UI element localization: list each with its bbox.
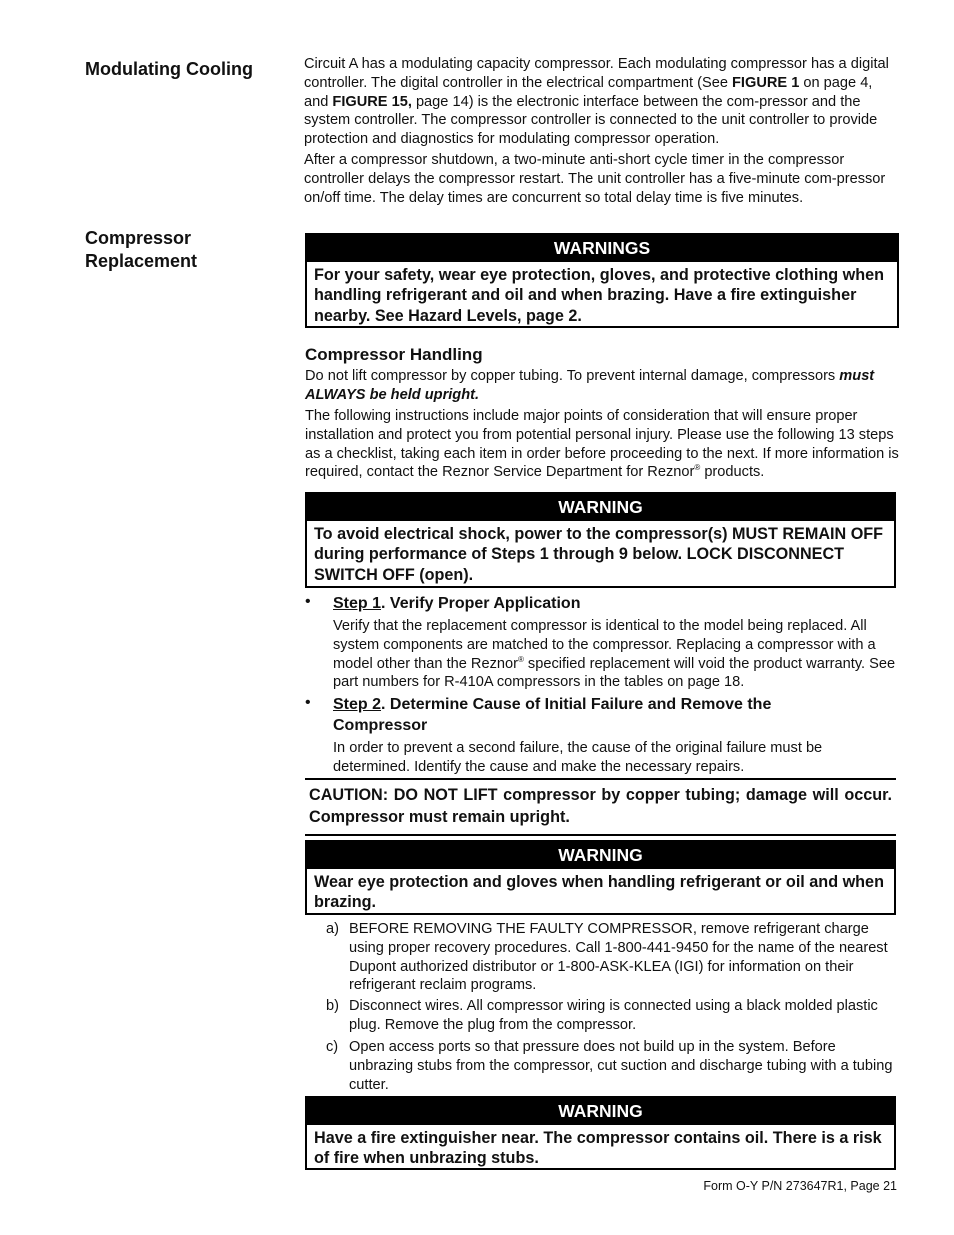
modulating-cooling-paragraph-2: After a compressor shutdown, a two-minute anti-short cycle timer in the compressor controller delays the compressor restart. The unit controller has a five-minute com-pressor on/off time. The delay times are concurrent so total delay time is five minutes. [304, 152, 886, 206]
step-label: Step 1 [333, 595, 382, 612]
heading-modulating-cooling: Modulating Cooling [85, 59, 253, 79]
warning-title: WARNING [307, 842, 894, 869]
figure-ref-15: FIGURE 15, [332, 93, 412, 110]
step-2-heading [333, 694, 853, 736]
warning-box-electrical [305, 492, 896, 588]
heading-compressor-replacement [85, 227, 197, 273]
figure-ref-1: FIGURE 1 [732, 74, 800, 91]
warning-text: Wear eye protection and gloves when handling refrigerant or oil and when brazing. [314, 873, 884, 912]
para-text: The following instructions include major points of consideration that will ensure proper installation and protect you from potential personal injury. Please use the following 13 steps as a checklist, taking each item in order before proceeding to the next. If more information is required, contact the Reznor Service Department for Reznor [305, 408, 899, 481]
para-text: page 14) is the electronic interface between the com-pressor and the system controller. The compressor controller is connected to the unit controller to provide protection and diagnostics for modulating compressor operation. [304, 93, 878, 148]
step-label: Step 2 [333, 696, 382, 713]
step-1-text [333, 617, 896, 692]
list-text: Open access ports so that pressure does not build up in the system. Before unbrazing stubs from the compressor, cut suction and discharge tubing with a tubing cutter. [349, 1039, 893, 1093]
step-title: . Verify Proper Application [381, 595, 581, 612]
list-text: Disconnect wires. All compressor wiring is connected using a black molded plastic plug. Remove the plug from the compressor. [349, 998, 878, 1033]
warning-title: WARNING [307, 494, 894, 521]
para-text: on page 4, and [304, 74, 873, 110]
list-text: BEFORE REMOVING THE FAULTY COMPRESSOR, remove refrigerant charge using proper recovery procedures. Call 1-800-441-9450 for the name of the nearest Dupont authorized distributor or 1-800-ASK-KLEA (IGI) for information on their refrigerant reclaim programs. [349, 921, 888, 994]
warning-title: WARNING [307, 1098, 894, 1125]
step-title: . Determine Cause of Initial Failure and Remove the Compressor [333, 696, 772, 734]
upright-emphasis: must ALWAYS be held upright. [305, 368, 875, 403]
step-2-text: In order to prevent a second failure, the cause of the original failure must be determined. Identify the cause and make the necessary repairs. [333, 740, 823, 775]
warning-box-ppe [305, 840, 896, 915]
list-item [326, 920, 896, 995]
bullet-icon: • [305, 694, 311, 711]
bullet-icon: • [305, 593, 311, 610]
heading-line: Compressor [85, 228, 192, 248]
warning-box-fire [305, 1096, 896, 1170]
handling-paragraph-1 [305, 367, 899, 405]
para-text: Circuit A has a modulating capacity compressor. Each modulating compressor has a digital controller. The digital controller in the electrical compartment (See [304, 56, 889, 91]
para-text: Verify that the replacement compressor is identical to the model being replaced. All system components are matched to the compressor. Replacing a compressor with a model other than the Reznor [333, 618, 876, 672]
heading-line: Replacement [85, 251, 198, 271]
list-label: b) [326, 998, 339, 1014]
para-text: Do not lift compressor by copper tubing. To prevent internal damage, compressors [305, 368, 840, 384]
handling-paragraph-2 [305, 407, 899, 482]
warning-box-safety [305, 233, 899, 328]
modulating-cooling-paragraph-1 [304, 55, 898, 149]
list-label: c) [326, 1039, 339, 1055]
warning-title: WARNINGS [307, 235, 897, 262]
list-item [326, 997, 896, 1035]
list-item [326, 1038, 896, 1094]
para-text: products. [700, 464, 765, 481]
registered-mark: ® [694, 463, 701, 473]
warning-text: For your safety, wear eye protection, gloves, and protective clothing when handling refrigerant and oil and when brazing. Have a fire extinguisher nearby. See Hazard Levels, page 2. [314, 266, 884, 325]
step-1-heading [333, 593, 580, 614]
warning-text: Have a fire extinguisher near. The compressor contains oil. There is a risk of fire when unbrazing stubs. [314, 1129, 882, 1168]
para-text: specified replacement will void the product warranty. See part numbers for R-410A compressors in the tables on page 18. [333, 655, 896, 691]
registered-mark: ® [517, 654, 524, 664]
heading-compressor-handling: Compressor Handling [305, 345, 483, 364]
list-label: a) [326, 921, 339, 937]
page-footer: Form O-Y P/N 273647R1, Page 21 [703, 1179, 897, 1193]
warning-text: To avoid electrical shock, power to the compressor(s) MUST REMAIN OFF during performance of Steps 1 through 9 below. LOCK DISCONNECT SWITCH OFF (open). [314, 525, 884, 584]
caution-notice: CAUTION: DO NOT LIFT compressor by copper tubing; damage will occur. Compressor must remain upright. [305, 778, 896, 836]
